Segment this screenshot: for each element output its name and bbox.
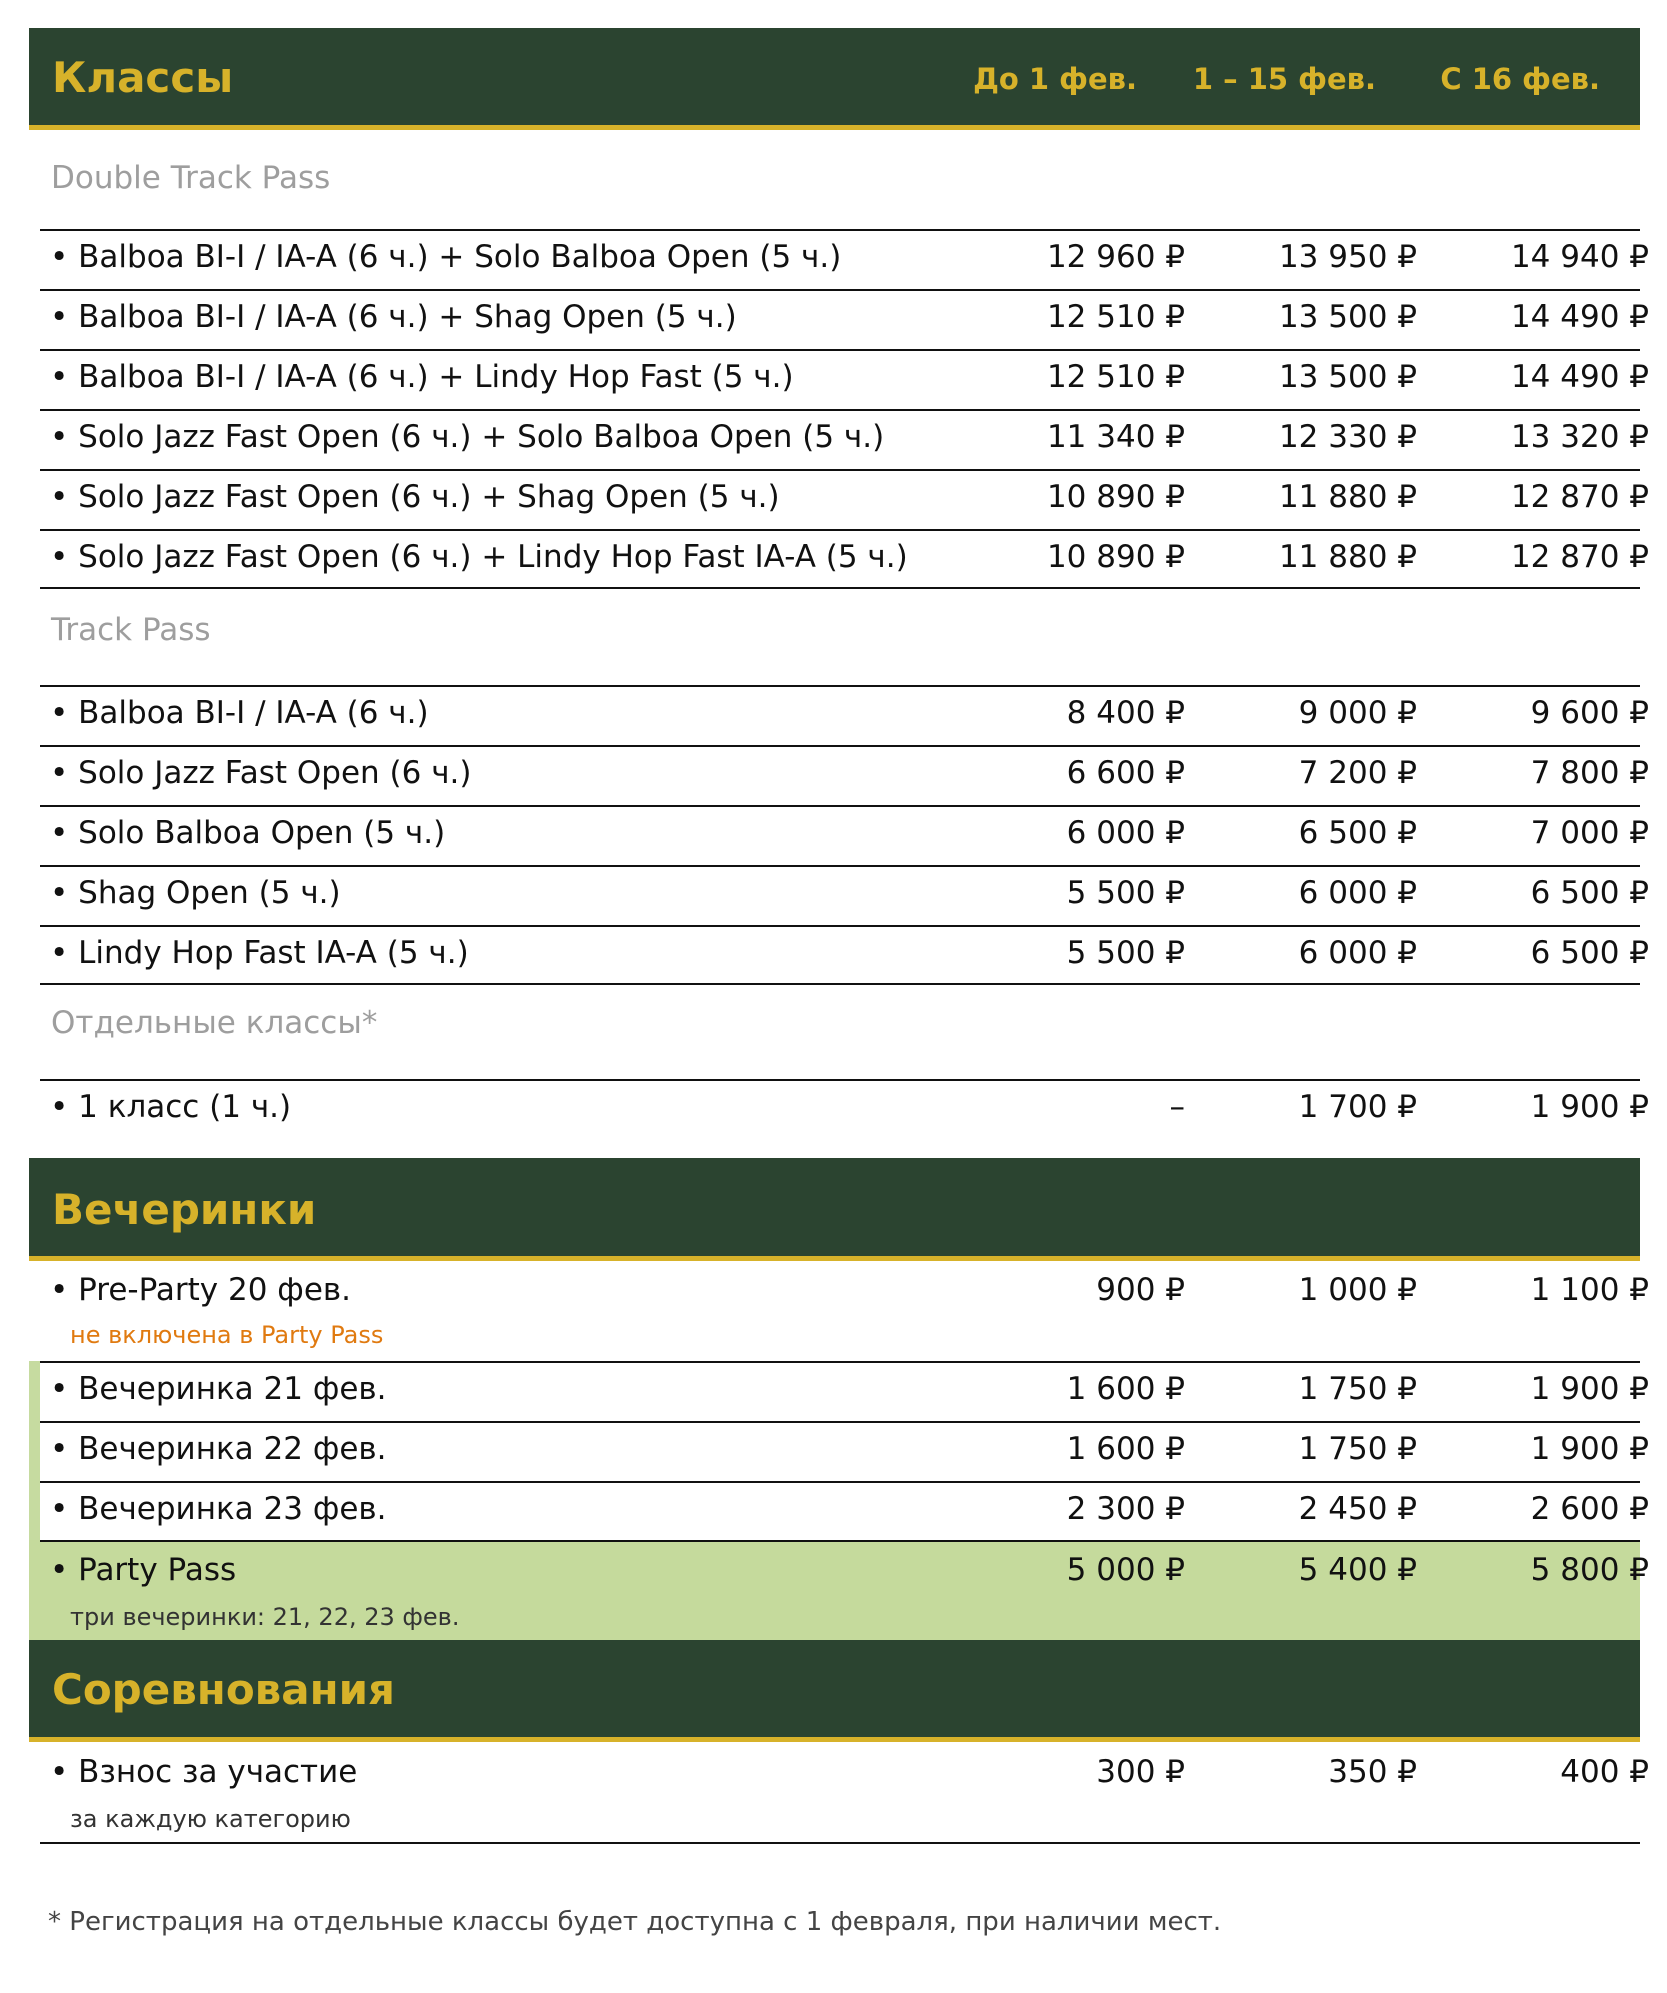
single-class-price-2: 1 700 ₽ bbox=[1298, 1089, 1417, 1125]
party-pass-price-2: 5 400 ₽ bbox=[1298, 1552, 1417, 1588]
track-pass-row bbox=[40, 925, 1649, 985]
double-track-price-3: 14 490 ₽ bbox=[1510, 359, 1649, 395]
double-track-price-2: 12 330 ₽ bbox=[1278, 419, 1417, 455]
track-pass-price-2: 6 000 ₽ bbox=[1298, 935, 1417, 971]
double-track-name: • Solo Jazz Fast Open (6 ч.) + Shag Open (5 ч.) bbox=[50, 479, 780, 515]
party-price-1: 1 600 ₽ bbox=[1066, 1431, 1185, 1467]
col-before-feb1: До 1 фев. bbox=[973, 62, 1137, 96]
double-track-price-2: 11 880 ₽ bbox=[1278, 539, 1417, 575]
double-track-price-2: 13 500 ₽ bbox=[1278, 359, 1417, 395]
competitions-title: Соревнования bbox=[52, 1665, 396, 1714]
double-track-price-3: 13 320 ₽ bbox=[1510, 419, 1649, 455]
double-track-name: • Solo Jazz Fast Open (6 ч.) + Lindy Hop Fast IA-A (5 ч.) bbox=[50, 539, 908, 575]
double-track-price-1: 10 890 ₽ bbox=[1046, 479, 1185, 515]
double-track-price-1: 12 510 ₽ bbox=[1046, 359, 1185, 395]
double-track-name: • Balboa BI-I / IA-A (6 ч.) + Solo Balboa Open (5 ч.) bbox=[50, 239, 842, 275]
track-pass-price-2: 6 000 ₽ bbox=[1298, 875, 1417, 911]
party-pass-name: • Party Pass bbox=[50, 1552, 237, 1588]
double-track-price-2: 13 950 ₽ bbox=[1278, 239, 1417, 275]
track-pass-price-1: 6 600 ₽ bbox=[1066, 755, 1185, 791]
party-price-2: 1 750 ₽ bbox=[1298, 1371, 1417, 1407]
fee-price-2: 350 ₽ bbox=[1328, 1754, 1417, 1790]
track-pass-row bbox=[40, 805, 1649, 865]
party-pass-price-3: 5 800 ₽ bbox=[1530, 1552, 1649, 1588]
single-class-name: • 1 класс (1 ч.) bbox=[50, 1089, 292, 1125]
party-price-3: 1 900 ₽ bbox=[1530, 1371, 1649, 1407]
double-track-row bbox=[40, 469, 1649, 529]
double-track-price-2: 11 880 ₽ bbox=[1278, 479, 1417, 515]
party-pass-row bbox=[40, 1540, 1649, 1640]
double-track-name: • Solo Jazz Fast Open (6 ч.) + Solo Balboa Open (5 ч.) bbox=[50, 419, 885, 455]
footnote: * Регистрация на отдельные классы будет доступна с 1 февраля, при наличии мест. bbox=[48, 1907, 1222, 1937]
fee-price-1: 300 ₽ bbox=[1096, 1754, 1185, 1790]
track-pass-row bbox=[40, 865, 1649, 925]
single-classes-heading: Отдельные классы* bbox=[51, 1005, 378, 1041]
double-track-price-3: 14 940 ₽ bbox=[1510, 239, 1649, 275]
preparty-price-1: 900 ₽ bbox=[1096, 1272, 1185, 1308]
single-class-price-1: – bbox=[1169, 1089, 1185, 1125]
preparty-note: не включена в Party Pass bbox=[70, 1321, 384, 1349]
party-price-3: 2 600 ₽ bbox=[1530, 1491, 1649, 1527]
track-pass-price-1: 8 400 ₽ bbox=[1066, 695, 1185, 731]
double-track-row bbox=[40, 349, 1649, 409]
track-pass-price-3: 6 500 ₽ bbox=[1530, 875, 1649, 911]
preparty-name: • Pre-Party 20 фев. bbox=[50, 1272, 352, 1308]
double-track-price-1: 12 960 ₽ bbox=[1046, 239, 1185, 275]
track-pass-price-2: 7 200 ₽ bbox=[1298, 755, 1417, 791]
preparty-price-3: 1 100 ₽ bbox=[1530, 1272, 1649, 1308]
preparty-price-2: 1 000 ₽ bbox=[1298, 1272, 1417, 1308]
party-pass-included-bar bbox=[29, 1361, 40, 1540]
preparty-row bbox=[40, 1261, 1649, 1361]
double-track-price-2: 13 500 ₽ bbox=[1278, 299, 1417, 335]
track-pass-price-1: 6 000 ₽ bbox=[1066, 815, 1185, 851]
col-from-feb16: С 16 фев. bbox=[1440, 62, 1600, 96]
track-pass-name: • Balboa BI-I / IA-A (6 ч.) bbox=[50, 695, 429, 731]
track-pass-price-3: 7 800 ₽ bbox=[1530, 755, 1649, 791]
double-track-heading: Double Track Pass bbox=[51, 160, 331, 196]
parties-title: Вечеринки bbox=[52, 1185, 317, 1234]
party-price-2: 1 750 ₽ bbox=[1298, 1431, 1417, 1467]
double-track-price-1: 10 890 ₽ bbox=[1046, 539, 1185, 575]
party-price-1: 1 600 ₽ bbox=[1066, 1371, 1185, 1407]
party-price-1: 2 300 ₽ bbox=[1066, 1491, 1185, 1527]
classes-title: Классы bbox=[52, 53, 234, 102]
double-track-row bbox=[40, 409, 1649, 469]
single-class-row bbox=[40, 1079, 1649, 1139]
track-pass-name: • Shag Open (5 ч.) bbox=[50, 875, 341, 911]
track-pass-name: • Lindy Hop Fast IA-A (5 ч.) bbox=[50, 935, 469, 971]
track-pass-name: • Solo Jazz Fast Open (6 ч.) bbox=[50, 755, 472, 791]
fee-name: • Взнос за участие bbox=[50, 1754, 358, 1790]
double-track-row bbox=[40, 289, 1649, 349]
track-pass-price-1: 5 500 ₽ bbox=[1066, 875, 1185, 911]
track-pass-price-3: 6 500 ₽ bbox=[1530, 935, 1649, 971]
double-track-price-1: 11 340 ₽ bbox=[1046, 419, 1185, 455]
party-row bbox=[40, 1481, 1649, 1541]
competitions-header-band bbox=[29, 1640, 1640, 1742]
col-feb1-15: 1 – 15 фев. bbox=[1192, 62, 1376, 96]
double-track-price-3: 12 870 ₽ bbox=[1510, 539, 1649, 575]
track-pass-price-3: 9 600 ₽ bbox=[1530, 695, 1649, 731]
party-price-3: 1 900 ₽ bbox=[1530, 1431, 1649, 1467]
parties-header-band bbox=[29, 1158, 1640, 1261]
fee-price-3: 400 ₽ bbox=[1560, 1754, 1649, 1790]
track-pass-heading: Track Pass bbox=[51, 612, 211, 648]
double-track-row bbox=[40, 229, 1649, 289]
track-pass-row bbox=[40, 685, 1649, 745]
track-pass-price-2: 9 000 ₽ bbox=[1298, 695, 1417, 731]
party-name: • Вечеринка 23 фев. bbox=[50, 1491, 387, 1527]
party-row bbox=[40, 1421, 1649, 1481]
double-track-price-1: 12 510 ₽ bbox=[1046, 299, 1185, 335]
fee-row bbox=[40, 1742, 1649, 1844]
track-pass-price-1: 5 500 ₽ bbox=[1066, 935, 1185, 971]
track-pass-name: • Solo Balboa Open (5 ч.) bbox=[50, 815, 446, 851]
track-pass-price-3: 7 000 ₽ bbox=[1530, 815, 1649, 851]
track-pass-price-2: 6 500 ₽ bbox=[1298, 815, 1417, 851]
party-name: • Вечеринка 21 фев. bbox=[50, 1371, 387, 1407]
double-track-price-3: 14 490 ₽ bbox=[1510, 299, 1649, 335]
party-row bbox=[40, 1361, 1649, 1421]
single-class-price-3: 1 900 ₽ bbox=[1530, 1089, 1649, 1125]
party-price-2: 2 450 ₽ bbox=[1298, 1491, 1417, 1527]
party-name: • Вечеринка 22 фев. bbox=[50, 1431, 387, 1467]
party-pass-price-1: 5 000 ₽ bbox=[1066, 1552, 1185, 1588]
double-track-row bbox=[40, 529, 1649, 589]
fee-note: за каждую категорию bbox=[70, 1805, 351, 1833]
double-track-name: • Balboa BI-I / IA-A (6 ч.) + Shag Open (5 ч.) bbox=[50, 299, 737, 335]
classes-header-band bbox=[29, 28, 1640, 130]
double-track-name: • Balboa BI-I / IA-A (6 ч.) + Lindy Hop Fast (5 ч.) bbox=[50, 359, 794, 395]
track-pass-row bbox=[40, 745, 1649, 805]
party-pass-note: три вечеринки: 21, 22, 23 фев. bbox=[70, 1603, 460, 1631]
double-track-price-3: 12 870 ₽ bbox=[1510, 479, 1649, 515]
